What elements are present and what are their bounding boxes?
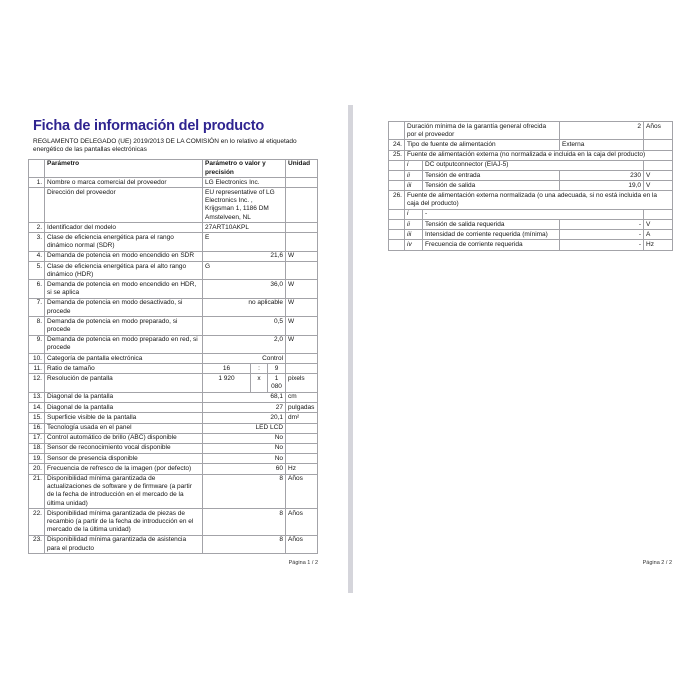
unit-cell [644, 209, 673, 219]
unit-cell [286, 354, 318, 364]
row-number-cell: 12. [29, 374, 45, 392]
parameter-cell: Dirección del proveedor [45, 188, 203, 223]
parameter-cell: Frecuencia de refresco de la imagen (por defecto) [45, 464, 203, 474]
parameter-cell: Identificador del modelo [45, 223, 203, 233]
table-row [389, 160, 673, 170]
table-row [29, 262, 318, 280]
table-row [389, 209, 673, 219]
value-cell: LG Electronics Inc. [203, 178, 286, 188]
parameter-cell: Frecuencia de corriente requerida [423, 240, 560, 250]
parameter-cell: Tensión de salida [423, 181, 560, 191]
unit-cell: W [286, 251, 318, 261]
unit-cell: W [286, 280, 318, 298]
unit-cell: V [644, 181, 673, 191]
value-cell: 8 [203, 535, 286, 553]
table-row [29, 354, 318, 364]
unit-cell: dm² [286, 413, 318, 423]
parameter-cell: Clase de eficiencia energética para el rango dinámico normal (SDR) [45, 233, 203, 251]
unit-cell [286, 433, 318, 443]
unit-cell: Hz [644, 240, 673, 250]
value-cell: No [203, 433, 286, 443]
table-row [29, 298, 318, 316]
sub-index-cell: iii [405, 230, 423, 240]
row-number-cell [389, 240, 405, 250]
table-row [389, 240, 673, 250]
row-number-cell: 23. [29, 535, 45, 553]
value-cell: 8 [203, 474, 286, 509]
value-sub-cell: x [251, 374, 268, 392]
unit-cell: Años [286, 474, 318, 509]
unit-cell: pulgadas [286, 403, 318, 413]
table-row [29, 509, 318, 536]
table-row [29, 433, 318, 443]
unit-cell: Años [644, 122, 673, 140]
sub-index-cell: i [405, 209, 423, 219]
row-number-cell [389, 171, 405, 181]
parameter-cell: Clase de eficiencia energética para el alto rango dinámico (HDR) [45, 262, 203, 280]
parameter-cell: Sensor de reconocimiento vocal disponible [45, 443, 203, 453]
parameter-cell: Diagonal de la pantalla [45, 403, 203, 413]
unit-cell: Años [286, 509, 318, 536]
table-row [29, 223, 318, 233]
row-number-cell: 16. [29, 423, 45, 433]
row-number-cell: 2. [29, 223, 45, 233]
value-cell: G [203, 262, 286, 280]
value-cell: 230 [560, 171, 644, 181]
table-row [389, 191, 673, 209]
unit-cell [644, 160, 673, 170]
value-cell: - [560, 220, 644, 230]
unit-cell: pixels [286, 374, 318, 392]
table-row [29, 413, 318, 423]
row-number-cell: 15. [29, 413, 45, 423]
table-row [29, 392, 318, 402]
parameter-cell: Control automático de brillo (ABC) disponible [45, 433, 203, 443]
table-row [29, 251, 318, 261]
table-row [29, 454, 318, 464]
table-row [29, 188, 318, 223]
value-sub-cell: 9 [268, 364, 286, 374]
unit-cell [286, 223, 318, 233]
parameter-cell: Tecnología usada en el panel [45, 423, 203, 433]
table-row [389, 150, 673, 160]
unit-cell [286, 364, 318, 374]
value-cell: 8 [203, 509, 286, 536]
row-number-cell [389, 209, 405, 219]
sub-index-cell: i [405, 160, 423, 170]
value-cell: 21,6 [203, 251, 286, 261]
parameter-cell: Demanda de potencia en modo preparado en red, si procede [45, 335, 203, 353]
value-sub-cell: 16 [203, 364, 251, 374]
sub-index-cell: iv [405, 240, 423, 250]
row-number-cell: 20. [29, 464, 45, 474]
row-number-cell [389, 122, 405, 140]
parameter-cell: Sensor de presencia disponible [45, 454, 203, 464]
unit-cell [286, 423, 318, 433]
unit-cell: cm [286, 392, 318, 402]
unit-cell [286, 443, 318, 453]
parameter-cell: Tensión de salida requerida [423, 220, 560, 230]
value-cell: LED LCD [203, 423, 286, 433]
header-empty-cell [29, 159, 45, 177]
value-cell: 36,0 [203, 280, 286, 298]
unit-cell: W [286, 298, 318, 316]
value-cell: EU representative of LG Electronics Inc. , Krijgsman 1, 1186 DM Amstelveen, NL [203, 188, 286, 223]
value-cell: - [560, 240, 644, 250]
header-value: Parámetro o valor y precisión [203, 159, 286, 177]
unit-cell [644, 140, 673, 150]
unit-cell: Hz [286, 464, 318, 474]
row-number-cell: 25. [389, 150, 405, 160]
row-number-cell: 5. [29, 262, 45, 280]
value-cell: 68,1 [203, 392, 286, 402]
table-row [29, 423, 318, 433]
unit-cell [286, 454, 318, 464]
unit-cell: W [286, 317, 318, 335]
unit-cell [286, 188, 318, 223]
fiche-table-page-1 [28, 159, 318, 555]
table-row [29, 233, 318, 251]
parameter-cell: Nombre o marca comercial del proveedor [45, 178, 203, 188]
value-cell: 20,1 [203, 413, 286, 423]
row-number-cell: 3. [29, 233, 45, 251]
unit-cell [286, 233, 318, 251]
table-row [389, 140, 673, 150]
value-cell: 0,5 [203, 317, 286, 335]
parameter-cell: Disponibilidad mínima garantizada de piezas de recambio (a partir de la fecha de introducción en el mercado de la última unidad) [45, 509, 203, 536]
section-span-cell: Fuente de alimentación externa (no normalizada e incluida en la caja del producto) [405, 150, 673, 160]
row-number-cell: 9. [29, 335, 45, 353]
row-number-cell: 21. [29, 474, 45, 509]
unit-cell: V [644, 220, 673, 230]
page-2-sheet [388, 121, 672, 251]
table-row [389, 181, 673, 191]
sub-index-cell: iii [405, 181, 423, 191]
parameter-cell: Resolución de pantalla [45, 374, 203, 392]
table-header-row [29, 159, 318, 177]
row-number-cell: 19. [29, 454, 45, 464]
row-number-cell [29, 188, 45, 223]
parameter-cell: Tensión de entrada [423, 171, 560, 181]
table-row [389, 171, 673, 181]
unit-cell [286, 262, 318, 280]
value-cell: Control [203, 354, 286, 364]
value-sub-cell: : [251, 364, 268, 374]
header-parameter: Parámetro [45, 159, 203, 177]
parameter-cell: Demanda de potencia en modo encendido en SDR [45, 251, 203, 261]
value-cell: Externa [560, 140, 644, 150]
unit-cell: V [644, 171, 673, 181]
table-row [29, 474, 318, 509]
unit-cell: A [644, 230, 673, 240]
row-number-cell: 24. [389, 140, 405, 150]
row-number-cell: 1. [29, 178, 45, 188]
parameter-cell: Disponibilidad mínima garantizada de asistencia para el producto [45, 535, 203, 553]
row-number-cell [389, 230, 405, 240]
row-number-cell: 10. [29, 354, 45, 364]
value-cell: 27ART10AKPL [203, 223, 286, 233]
table-row [29, 335, 318, 353]
page-separator [348, 105, 353, 593]
parameter-cell: Intensidad de corriente requerida (mínima) [423, 230, 560, 240]
header-unit: Unidad [286, 159, 318, 177]
value-cell: 60 [203, 464, 286, 474]
table-row [29, 403, 318, 413]
section-span-cell: Fuente de alimentación externa normalizada (o una adecuada, si no está incluida en la caja del producto) [405, 191, 673, 209]
parameter-cell: Demanda de potencia en modo desactivado, si procede [45, 298, 203, 316]
fiche-table-page-2 [388, 121, 673, 251]
parameter-cell: Tipo de fuente de alimentación [405, 140, 560, 150]
value-cell: - [560, 230, 644, 240]
value-cell: No [203, 443, 286, 453]
page-1-sheet [28, 118, 318, 554]
table-row [389, 220, 673, 230]
value-cell: 2,0 [203, 335, 286, 353]
row-number-cell: 7. [29, 298, 45, 316]
row-number-cell: 14. [29, 403, 45, 413]
unit-cell [286, 178, 318, 188]
row-number-cell: 17. [29, 433, 45, 443]
parameter-cell: Ratio de tamaño [45, 364, 203, 374]
page-1-footer: Página 1 / 2 [288, 560, 318, 566]
value-cell: E [203, 233, 286, 251]
table-row [389, 122, 673, 140]
document-subtitle: REGLAMENTO DELEGADO (UE) 2019/2013 DE LA COMISIÓN en lo relativo al etiquetado energético de las pantallas electrónicas [33, 138, 297, 154]
row-number-cell [389, 181, 405, 191]
table-row [29, 374, 318, 392]
unit-cell: W [286, 335, 318, 353]
parameter-cell: DC outputconnector (EIAJ-5) [423, 160, 644, 170]
value-cell: 27 [203, 403, 286, 413]
row-number-cell: 22. [29, 509, 45, 536]
row-number-cell [389, 220, 405, 230]
parameter-cell: Disponibilidad mínima garantizada de actualizaciones de software y de firmware (a partir de la fecha de introducción en el mercado de la última unidad) [45, 474, 203, 509]
value-sub-cell: 1 080 [268, 374, 286, 392]
table-row [29, 464, 318, 474]
parameter-cell: Duración mínima de la garantía general ofrecida por el proveedor [405, 122, 560, 140]
table-row [29, 280, 318, 298]
value-cell: no aplicable [203, 298, 286, 316]
row-number-cell: 6. [29, 280, 45, 298]
row-number-cell: 18. [29, 443, 45, 453]
parameter-cell: Diagonal de la pantalla [45, 392, 203, 402]
parameter-cell: Demanda de potencia en modo encendido en HDR, si se aplica [45, 280, 203, 298]
value-sub-cell: 1 920 [203, 374, 251, 392]
value-cell: 19,0 [560, 181, 644, 191]
row-number-cell: 11. [29, 364, 45, 374]
row-number-cell: 8. [29, 317, 45, 335]
row-number-cell: 13. [29, 392, 45, 402]
sub-index-cell: ii [405, 171, 423, 181]
table-row [29, 178, 318, 188]
parameter-cell: Categoría de pantalla electrónica [45, 354, 203, 364]
value-cell: No [203, 454, 286, 464]
table-row [29, 443, 318, 453]
document-title: Ficha de información del producto [33, 118, 265, 134]
table-row [29, 535, 318, 553]
value-cell: 2 [560, 122, 644, 140]
table-row [389, 230, 673, 240]
row-number-cell: 26. [389, 191, 405, 209]
table-row [29, 364, 318, 374]
sub-index-cell: ii [405, 220, 423, 230]
table-row [29, 317, 318, 335]
page-2-footer: Página 2 / 2 [642, 560, 672, 566]
parameter-cell: Superficie visible de la pantalla [45, 413, 203, 423]
row-number-cell [389, 160, 405, 170]
unit-cell: Años [286, 535, 318, 553]
parameter-cell: - [423, 209, 644, 219]
row-number-cell: 4. [29, 251, 45, 261]
parameter-cell: Demanda de potencia en modo preparado, si procede [45, 317, 203, 335]
